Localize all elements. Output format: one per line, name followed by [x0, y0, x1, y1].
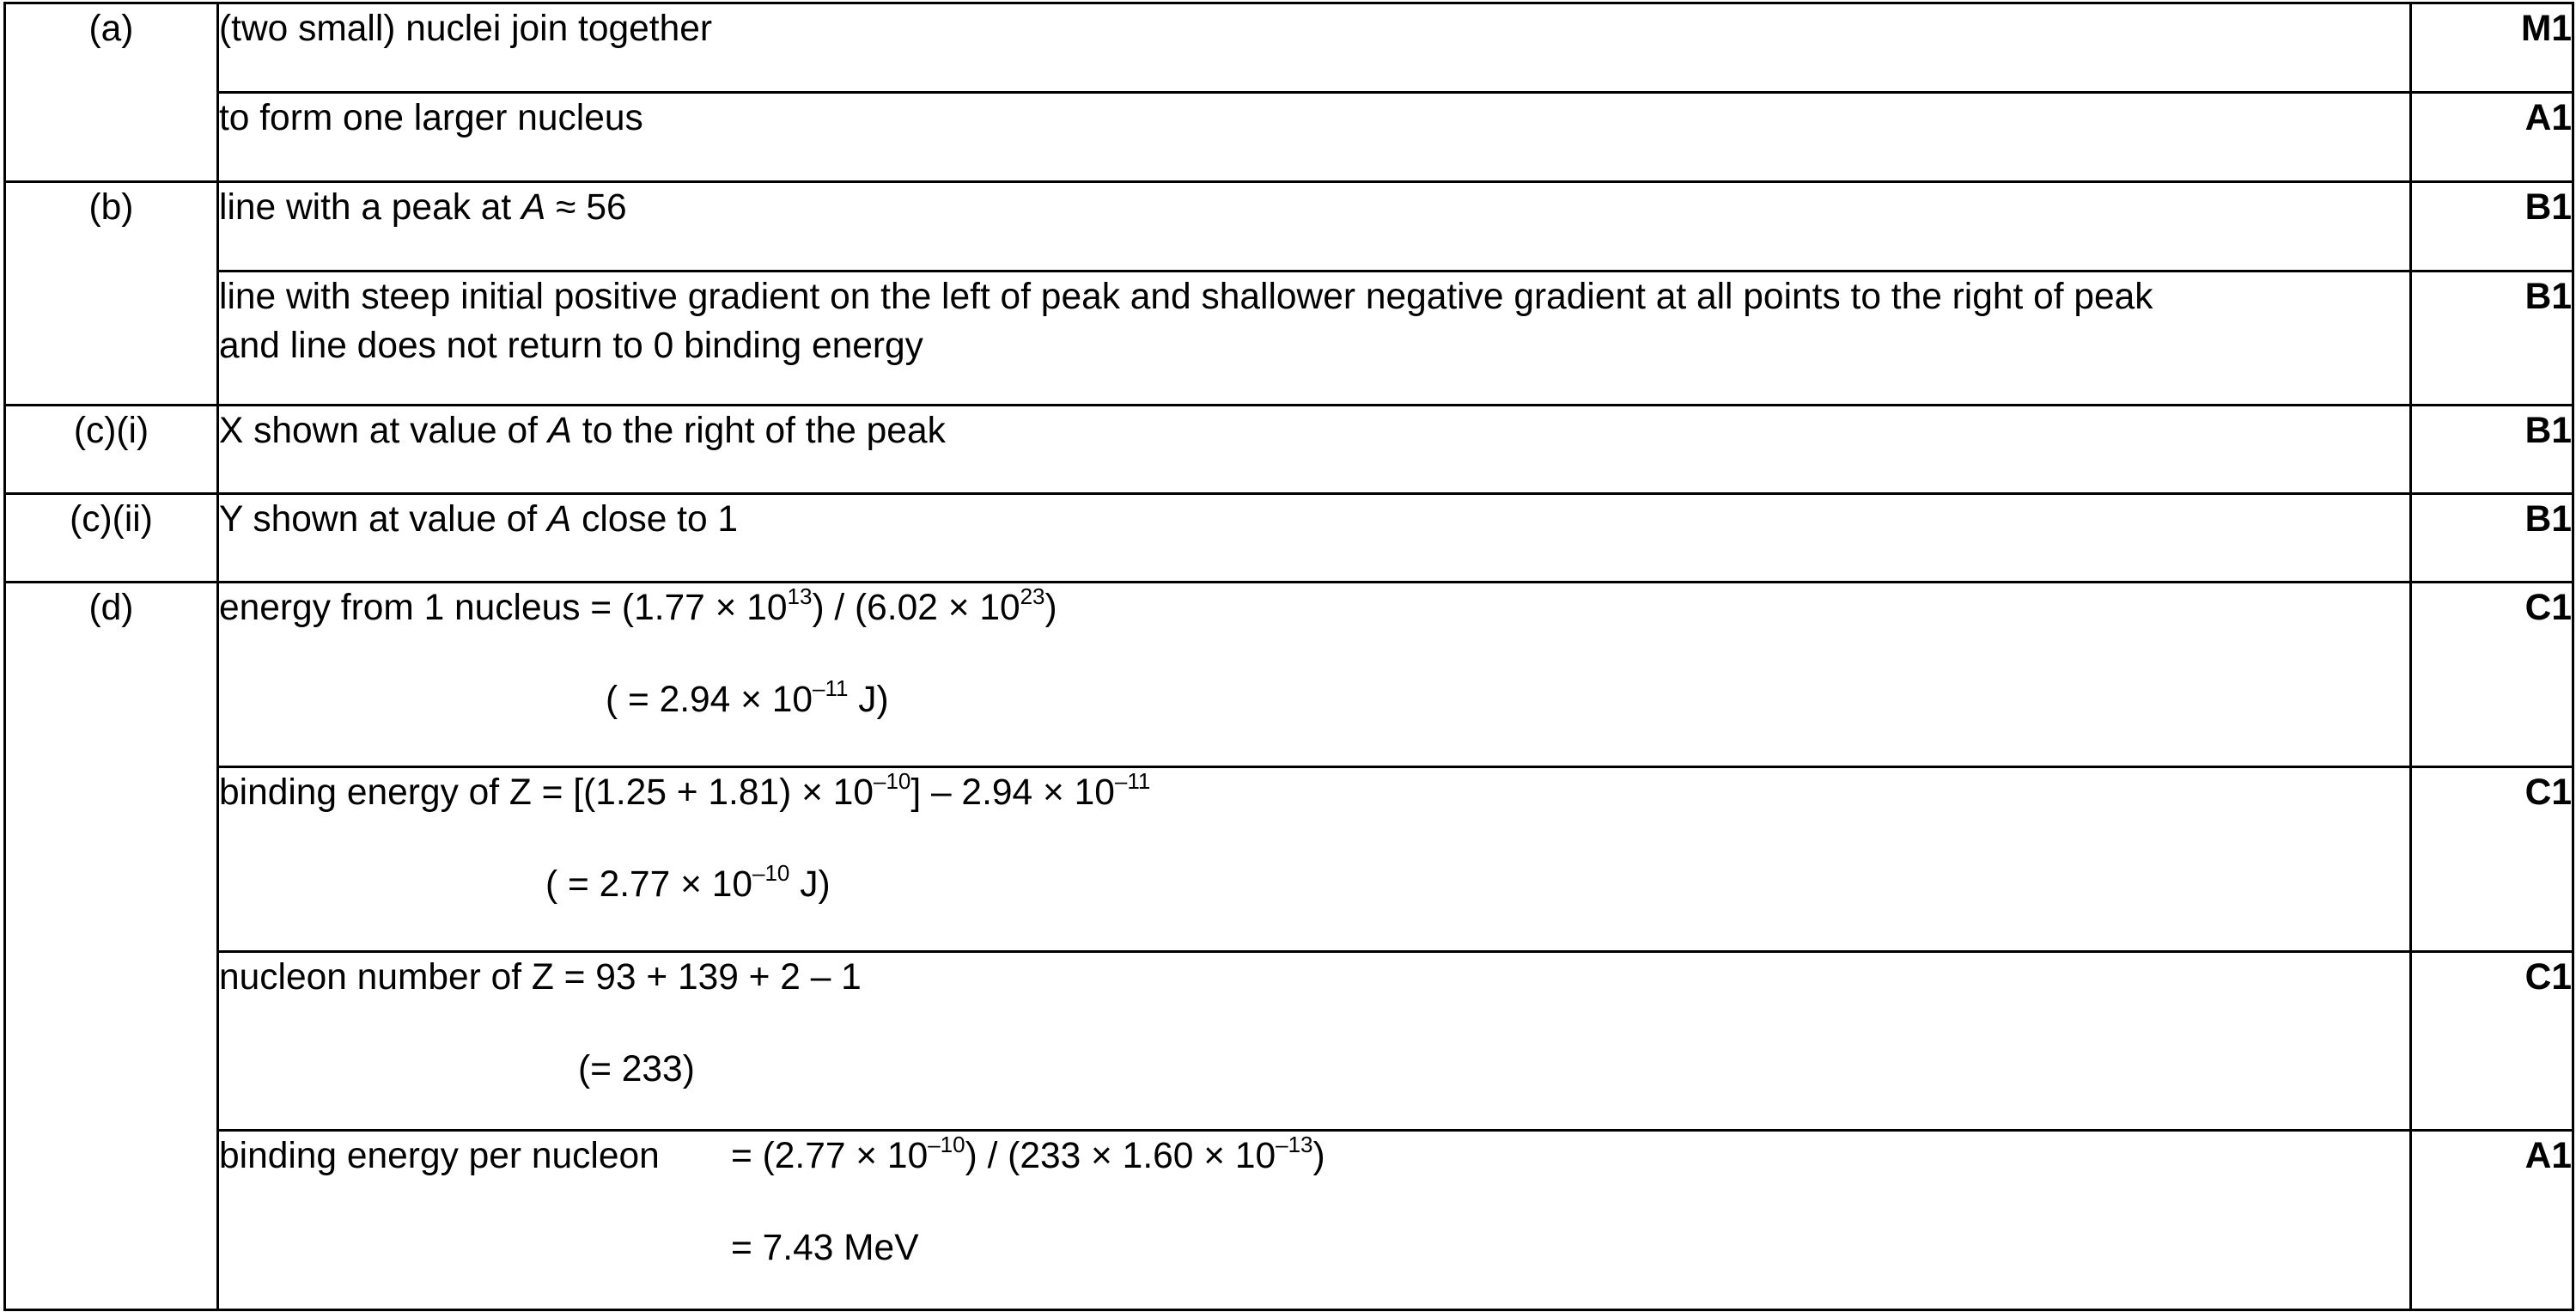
table-row: [5, 93, 2573, 182]
exponent: 23: [1020, 583, 1045, 609]
part-label: (d): [5, 583, 218, 1310]
equation-label: binding energy per nucleon: [219, 1136, 660, 1176]
equation-text: ] – 2.94 × 10: [910, 772, 1115, 813]
variable-a: A: [547, 411, 573, 451]
table-row: [5, 494, 2573, 583]
part-label: (b): [5, 182, 218, 406]
mark-code: C1: [2411, 952, 2573, 1131]
answer-text: [218, 272, 2411, 406]
table-row: [5, 3, 2573, 93]
answer-text: to form one larger nucleus: [218, 93, 2411, 182]
answer-text-post: ≈ 56: [545, 187, 627, 228]
exponent: –10: [752, 860, 790, 886]
equation-text: ( = 2.94 × 10: [606, 680, 813, 720]
answer-text: (two small) nuclei join together: [218, 3, 2411, 93]
answer-text: [218, 182, 2411, 272]
exponent: 13: [787, 583, 813, 609]
equation-text: ): [1044, 588, 1057, 628]
equation-text: J): [848, 680, 889, 720]
intermediate-result: (= 233): [578, 1049, 695, 1089]
answer-line: and line does not return to 0 binding energy: [219, 326, 923, 366]
part-label: (c)(ii): [5, 494, 218, 583]
table-row: [5, 272, 2573, 406]
table-row: [5, 182, 2573, 272]
answer-text: [218, 494, 2411, 583]
intermediate-result: [219, 817, 2409, 909]
table-row: [5, 1131, 2573, 1310]
equation-line: nucleon number of Z = 93 + 139 + 2 – 1: [219, 957, 862, 998]
intermediate-result: [219, 632, 2409, 724]
equation-text: ) / (233 × 1.60 × 10: [965, 1136, 1276, 1176]
answer-text: [218, 952, 2411, 1131]
equation-text: ( = 2.77 × 10: [545, 864, 753, 905]
equation-line: [219, 768, 2409, 817]
equation-line: [219, 583, 2409, 632]
part-label: (c)(i): [5, 406, 218, 494]
answer-text-pre: line with a peak at: [219, 187, 522, 228]
answer-text-post: to the right of the peak: [572, 411, 946, 451]
exponent: –11: [813, 675, 849, 701]
mark-code: B1: [2411, 406, 2573, 494]
answer-text: [218, 767, 2411, 952]
equation-text: = (2.77 × 10: [731, 1136, 929, 1176]
mark-code: B1: [2411, 272, 2573, 406]
final-answer: = 7.43 MeV: [731, 1228, 919, 1268]
answer-text: [218, 1131, 2411, 1310]
mark-code: A1: [2411, 1131, 2573, 1310]
part-label: (a): [5, 3, 218, 182]
equation-text: energy from 1 nucleus = (1.77 × 10: [219, 588, 788, 628]
exponent: –13: [1276, 1132, 1313, 1157]
answer-text-pre: X shown at value of: [219, 411, 548, 451]
mark-scheme-table: [3, 2, 2574, 1311]
exponent: –10: [928, 1132, 965, 1157]
answer-line: line with steep initial positive gradient on the left of peak and shallower negative gradient at all points to the right of peak: [219, 277, 2153, 317]
answer-text: [218, 583, 2411, 767]
equation-text: J): [789, 864, 831, 905]
mark-code: B1: [2411, 494, 2573, 583]
table-row: [5, 952, 2573, 1131]
mark-code: C1: [2411, 583, 2573, 767]
exponent: –11: [1114, 768, 1151, 794]
table-row: [5, 767, 2573, 952]
variable-a: A: [546, 499, 572, 540]
equation-text: ): [1312, 1136, 1325, 1176]
exponent: –10: [873, 768, 911, 794]
mark-code: B1: [2411, 182, 2573, 272]
equation-text: ) / (6.02 × 10: [812, 588, 1020, 628]
table-row: [5, 583, 2573, 767]
mark-code: C1: [2411, 767, 2573, 952]
answer-text-post: close to 1: [571, 499, 739, 540]
table-row: [5, 406, 2573, 494]
equation-line: [219, 1132, 2409, 1181]
equation-text: binding energy of Z = [(1.25 + 1.81) × 10: [219, 772, 874, 813]
variable-a: A: [521, 187, 546, 228]
mark-code: A1: [2411, 93, 2573, 182]
mark-code: M1: [2411, 3, 2573, 93]
answer-text-pre: Y shown at value of: [219, 499, 547, 540]
answer-text: [218, 406, 2411, 494]
